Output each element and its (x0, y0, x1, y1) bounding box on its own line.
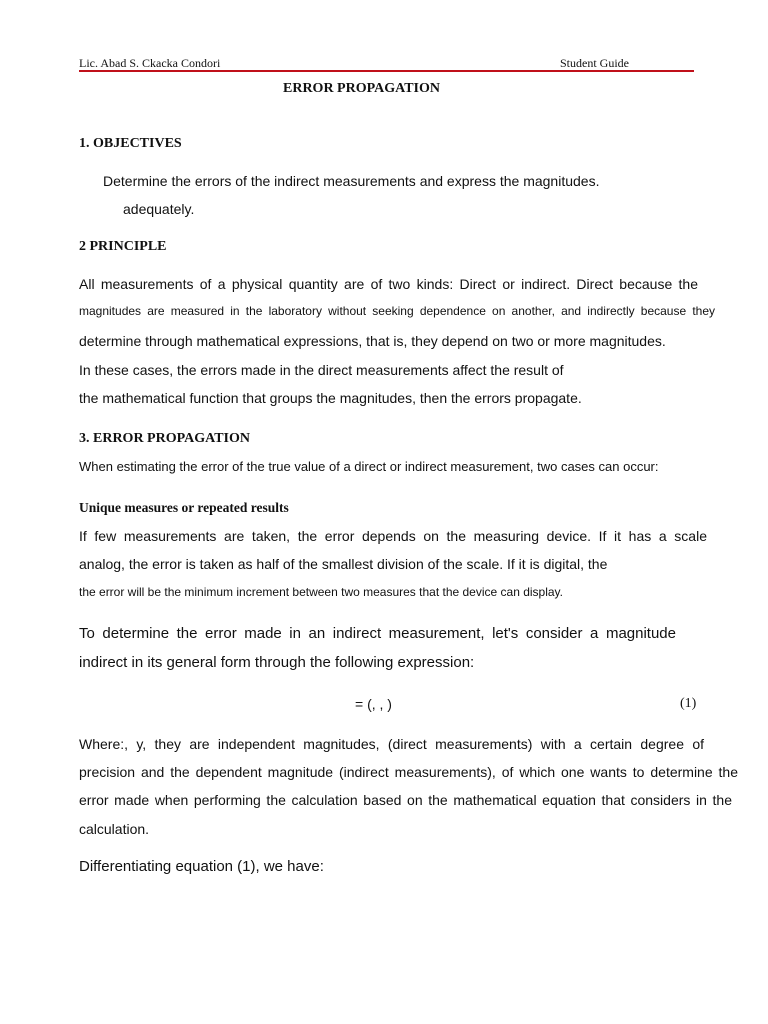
paragraph1-line-3: the error will be the minimum increment between two measures that the device can display. (79, 585, 564, 599)
subsection-heading-text: Unique measures or repeated results (79, 500, 289, 515)
principle-line-1: All measurements of a physical quantity are of two kinds: Direct or indirect. Direct because the (79, 276, 698, 292)
objective-bullet-continuation: adequately. (123, 201, 195, 217)
header-author: Lic. Abad S. Ckacka Condori (79, 56, 221, 70)
paragraph2-line-2: indirect in its general form through the following expression: (79, 654, 475, 671)
section2-heading: 2 PRINCIPLE (79, 239, 167, 254)
subsection-heading (79, 500, 289, 516)
paragraph3-line-1: Where:, y, they are independent magnitudes, (direct measurements) with a certain degree of (79, 736, 704, 752)
principle-line-2: magnitudes are measured in the laboratory without seeking dependence on another, and indirectly because they (79, 304, 715, 318)
principle-line-5: the mathematical function that groups the magnitudes, then the errors propagate. (79, 390, 582, 406)
section3-intro: When estimating the error of the true value of a direct or indirect measurement, two cases can occur: (79, 459, 659, 474)
header-guide: Student Guide (560, 56, 629, 70)
header-rule (79, 70, 694, 72)
paragraph2-line-1: To determine the error made in an indirect measurement, let's consider a magnitude (79, 625, 676, 642)
objective-bullet (103, 173, 599, 189)
principle-line-3: determine through mathematical expressions, that is, they depend on two or more magnitudes. (79, 333, 666, 349)
objective-bullet-text: Determine the errors of the indirect measurements and express the magnitudes. (103, 173, 600, 189)
principle-line-4: In these cases, the errors made in the direct measurements affect the result of (79, 362, 564, 378)
paragraph3-line-2: precision and the dependent magnitude (indirect measurements), of which one wants to determine the (79, 764, 738, 780)
equation-1: = (, , ) (355, 696, 392, 712)
paragraph4: Differentiating equation (1), we have: (79, 858, 324, 875)
paragraph1-line-1: If few measurements are taken, the error depends on the measuring device. If it has a scale (79, 528, 707, 544)
equation-number: (1) (680, 696, 697, 711)
section1-heading: 1. OBJECTIVES (79, 136, 182, 151)
paragraph3-line-4: calculation. (79, 821, 150, 837)
section3-heading: 3. ERROR PROPAGATION (79, 431, 250, 446)
paragraph3-line-3: error made when performing the calculation based on the mathematical equation that considers in the (79, 792, 732, 808)
paragraph1-line-2: analog, the error is taken as half of the smallest division of the scale. If it is digital, the (79, 556, 608, 572)
document-title: ERROR PROPAGATION (283, 81, 440, 96)
